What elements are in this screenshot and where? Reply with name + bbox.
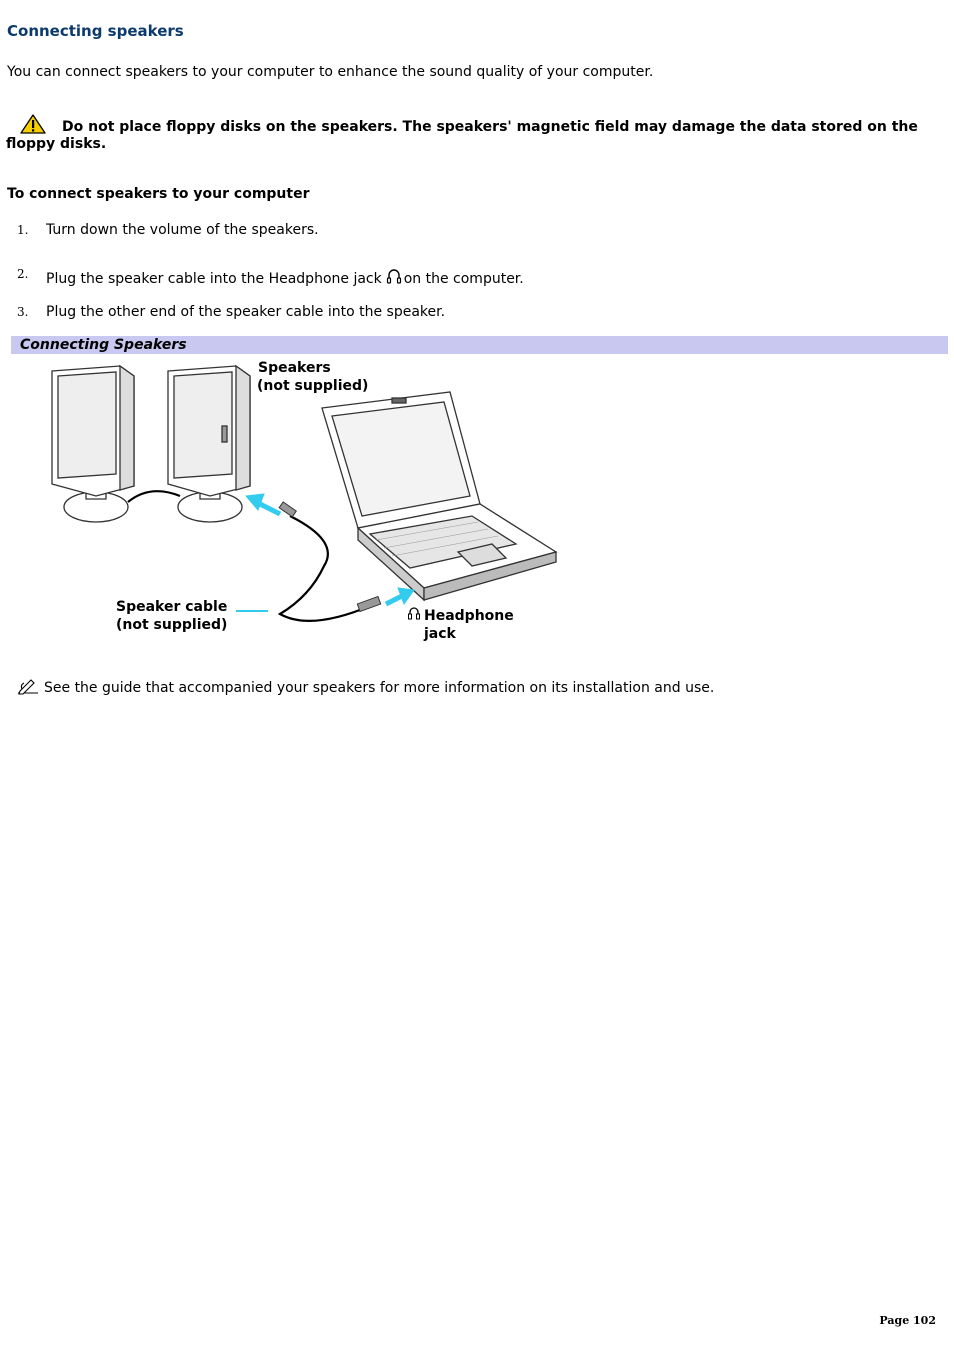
pencil-note-icon <box>16 677 40 695</box>
label-headphone: Headphone <box>424 608 514 624</box>
step-text <box>46 267 524 287</box>
step-number: 2. <box>17 267 29 281</box>
label-speaker-cable: Speaker cable <box>116 599 228 615</box>
label-speakers-note: (not supplied) <box>257 378 369 394</box>
connecting-speakers-illustration <box>40 356 570 650</box>
step-number: 1. <box>17 223 29 237</box>
warning-text: Do not place floppy disks on the speakers. The speakers' magnetic field may damage the data stored on the floppy disks. <box>6 119 918 152</box>
warning-block <box>6 114 936 153</box>
figure-title: Connecting Speakers <box>20 337 187 353</box>
headphone-icon <box>386 267 402 285</box>
figure-header <box>11 336 948 354</box>
step-text: Turn down the volume of the speakers. <box>46 222 319 238</box>
label-headphone-jack: jack <box>424 626 456 642</box>
label-speakers: Speakers <box>258 360 331 376</box>
label-speaker-cable-note: (not supplied) <box>116 617 228 633</box>
speaker-left <box>52 366 134 522</box>
procedure-title: To connect speakers to your computer <box>7 186 310 202</box>
warning-triangle-icon <box>20 114 46 134</box>
label-headphone-icon <box>409 608 420 619</box>
intro-text: You can connect speakers to your computer to enhance the sound quality of your computer. <box>7 64 654 80</box>
step-number: 3. <box>17 305 29 319</box>
step-text: Plug the other end of the speaker cable into the speaker. <box>46 304 446 320</box>
speaker-right <box>168 366 250 522</box>
note-text: See the guide that accompanied your speakers for more information on its installation and use. <box>44 680 715 696</box>
page-number: Page 102 <box>879 1314 936 1327</box>
step-text-after: on the computer. <box>403 271 524 287</box>
page-title: Connecting speakers <box>7 22 184 40</box>
note-block <box>16 677 714 696</box>
laptop <box>322 392 556 600</box>
step-text-before: Plug the speaker cable into the Headphone jack <box>46 271 382 287</box>
